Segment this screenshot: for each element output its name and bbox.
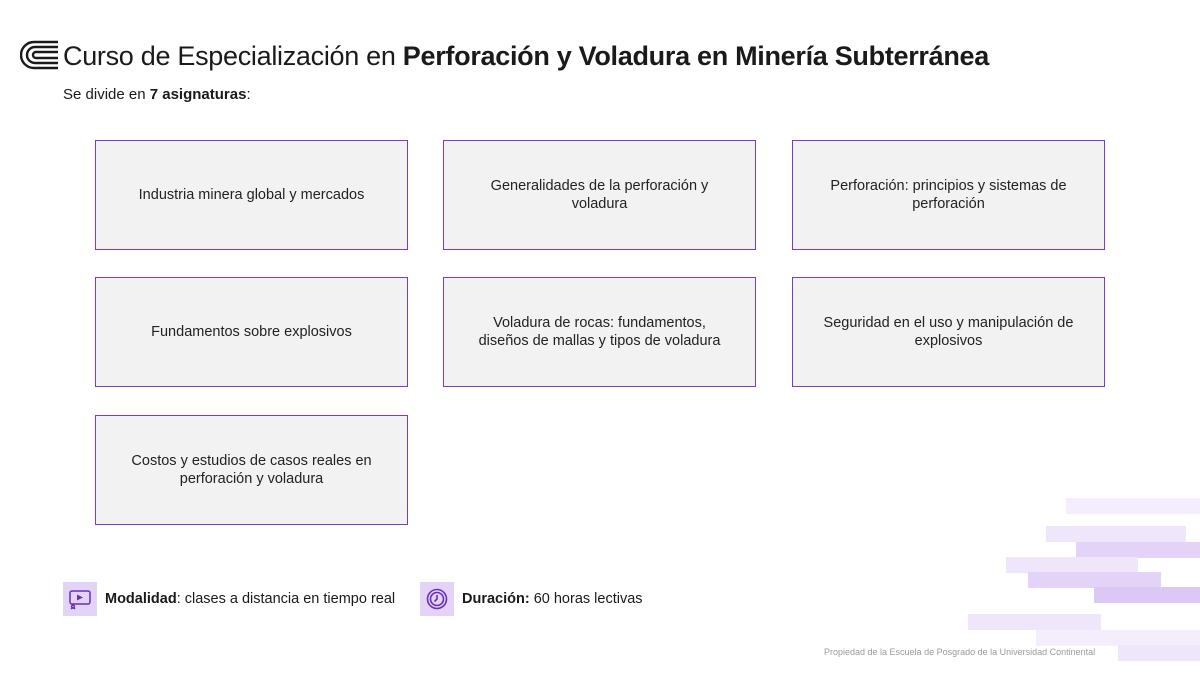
- page-title: [63, 38, 989, 74]
- subtitle-count: 7 asignaturas: [149, 86, 247, 103]
- subtitle-suffix: :: [246, 86, 251, 103]
- duracion-text: [462, 589, 643, 609]
- course-card-label: Seguridad en el uso y manipulación de explosivos: [823, 315, 1074, 349]
- modalidad-label: Modalidad: [105, 591, 177, 607]
- subtitle: [63, 85, 251, 105]
- course-card-2: [443, 140, 756, 250]
- course-card-label: Fundamentos sobre explosivos: [151, 324, 352, 340]
- duracion-label: Duración:: [462, 591, 530, 607]
- subtitle-prefix: Se divide en: [63, 86, 150, 103]
- copyright-note: Propiedad de la Escuela de Posgrado de la Universidad Continental: [824, 647, 1096, 657]
- course-card-label: Industria minera global y mercados: [138, 187, 365, 203]
- course-card-5: [443, 277, 756, 387]
- course-card-6: [792, 277, 1105, 387]
- course-card-label: Generalidades de la perforación y voladura: [490, 178, 709, 212]
- course-card-label: Costos y estudios de casos reales en perforación y voladura: [131, 453, 372, 487]
- course-card-label: Perforación: principios y sistemas de perforación: [830, 178, 1067, 212]
- course-card-3: [792, 140, 1105, 250]
- title-prefix: Curso de Especialización en: [63, 41, 403, 71]
- modalidad-text: [105, 589, 395, 609]
- course-card-label: Voladura de rocas: fundamentos, diseños de mallas y tipos de voladura: [478, 315, 721, 349]
- university-logo-icon: [20, 40, 58, 70]
- modalidad-value: : clases a distancia en tiempo real: [176, 591, 396, 607]
- course-card-1: [95, 140, 408, 250]
- course-card-4: [95, 277, 408, 387]
- title-program-name: Perforación y Voladura en Minería Subterránea: [402, 41, 989, 71]
- clock-icon: [420, 582, 454, 616]
- course-card-7: [95, 415, 408, 525]
- video-class-icon: [63, 582, 97, 616]
- duracion-value: 60 horas lectivas: [529, 591, 643, 607]
